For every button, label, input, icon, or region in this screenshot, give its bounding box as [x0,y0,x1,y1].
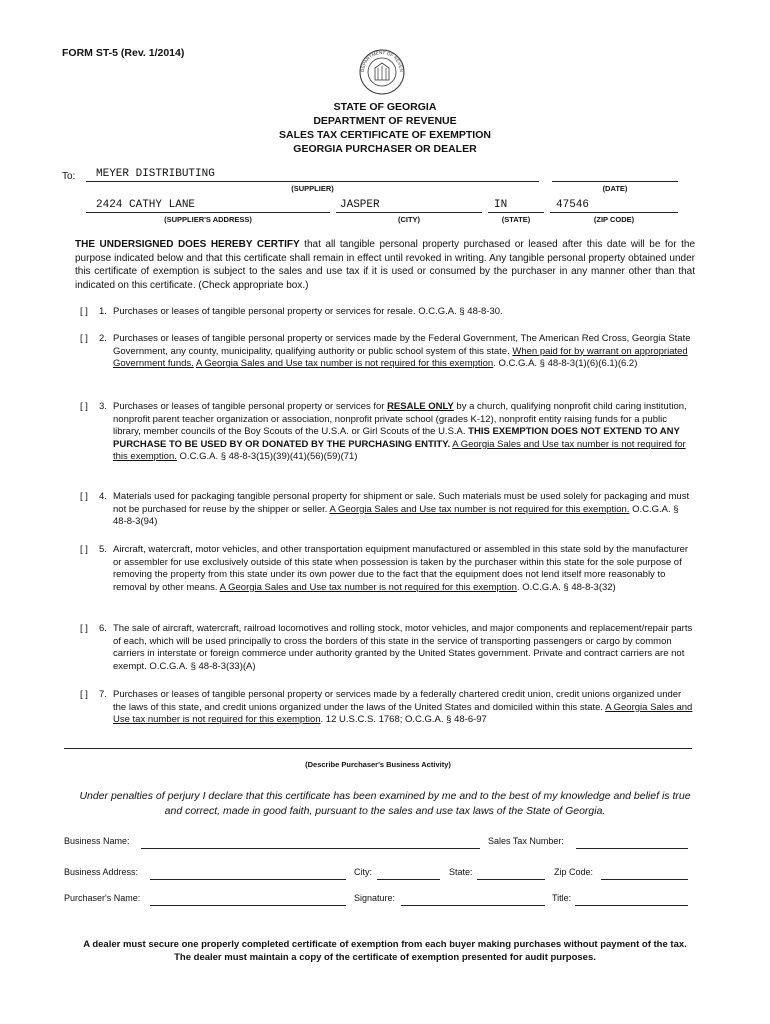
checkbox-6[interactable]: [ ] [80,623,88,634]
checkbox-4[interactable]: [ ] [80,491,88,502]
purchaser-name-input[interactable] [150,905,346,906]
city-line [336,212,482,213]
footer-line-2: The dealer must maintain a copy of the certificate of exemption presented for audit purposes. [174,952,596,963]
supplier-name[interactable]: MEYER DISTRIBUTING [96,168,215,180]
title-label: Title: [552,893,572,903]
perjury-statement: Under penalties of perjury I declare that this certificate has been examined by me and to the best of my knowledge and belief is true and correct, made in good faith, pursuant to the sales and use tax laws of the State of Georgia. [79,790,691,817]
item-3-text: Purchases or leases of tangible personal property or services for RESALE ONLY by a church, qualifying nonprofit child caring institution, nonprofit parent teacher organization or association, nonprofit private school (grades K-12), nonprofit entity raising funds for a public library, member councils of the Boy Scouts of the U.S.A. or Girl Scouts of the U.S.A. THIS EXEMPTION DOES NOT EXTEND TO ANY PURCHASE TO BE USED BY OR DONATED BY THE PURCHASING ENTITY. A Georgia Sales and Use tax number is not required for this exemption. O.C.G.A. § 48-8-3(15)(39)(41)(56)(59)(71) [113,401,687,462]
address-line [86,212,330,213]
state-caption: (STATE) [501,215,531,224]
signature-label: Signature: [354,893,396,903]
business-activity-line[interactable] [64,748,692,749]
item-6-number: 6. [99,623,107,634]
business-address-input[interactable] [150,879,346,880]
city-caption: (CITY) [397,215,421,224]
supplier-name-line [86,181,539,182]
item-6-text: The sale of aircraft, watercraft, railroad locomotives and rolling stock, motor vehicles, and major components and replacement/repair parts of each, which will be used principally to cross the borders of this state in the service of transporting passengers or cargo by common carriers in interstate or foreign commerce under authority granted by the United States government. Private and contract carriers are not exempt. O.C.G.A. § 48-8-3(33)(A) [113,623,693,672]
seal-text: DEPARTMENT OF REVEN [359,49,405,73]
title-purchaser: GEORGIA PURCHASER OR DEALER [293,143,477,155]
checkbox-3[interactable]: [ ] [80,401,88,412]
state-label: State: [449,867,473,877]
title-department: DEPARTMENT OF REVENUE [313,115,457,127]
signature-input[interactable] [401,905,545,906]
sales-tax-number-label: Sales Tax Number: [488,836,564,846]
to-label: To: [62,171,76,182]
form-id: FORM ST-5 (Rev. 1/2014) [62,47,185,59]
state-line [488,212,544,213]
supplier-address[interactable]: 2424 CATHY LANE [96,199,196,211]
item-2-text: Purchases or leases of tangible personal property or services made by the Federal Government, The American Red Cross, Georgia State Government, any county, municipality, qualifying authority or public school system of this state. When paid for by warrant on appropriated Government funds. A Georgia Sales and Use tax number is not required for this exemption. O.C.G.A. § 48-8-3(1)(6)(6.1)(6.2) [113,333,691,369]
item-1-text: Purchases or leases of tangible personal property or services for resale. O.C.G.A. § 48-8-30. [113,306,503,317]
date-line[interactable] [552,181,678,182]
sales-tax-number-input[interactable] [576,848,688,849]
supplier-state[interactable]: IN [494,199,508,211]
zip-code-label: Zip Code: [554,867,594,877]
purchaser-name-label: Purchaser's Name: [64,893,141,903]
state-seal-icon [356,48,408,96]
item-7-text: Purchases or leases of tangible personal property or services made by a federally chartered credit union, credit unions organized under the laws of this state, and credit unions organized under the laws of the United States and domiciled within this state. A Georgia Sales and Use tax number is not required for this exemption. 12 U.S.C.S. 1768; O.C.G.A. § 48-6-97 [113,689,693,725]
city-input[interactable] [377,879,440,880]
checkbox-7[interactable]: [ ] [80,689,88,700]
item-5-text: Aircraft, watercraft, motor vehicles, and other transportation equipment manufactured or assembled in this state sold by the manufacturer or assembler for use exclusively outside of this state when possession is taken by the purchaser within this state for the sole purpose of removing the property from this state under its own power due to the fact that the equipment does not lend itself more reasonably to removal by other means. A Georgia Sales and Use tax number is not required for this exemption. O.C.G.A. § 48-8-3(32) [113,544,689,593]
checkbox-1[interactable]: [ ] [80,306,88,317]
item-4-text: Materials used for packaging tangible personal property for shipment or sale. Such materials must be used solely for packaging and must not be purchased for reuse by the shipper or seller. A Georgia Sales and Use tax number is not required for this exemption. O.C.G.A. § 48-8-3(94) [113,491,690,527]
item-2-number: 2. [99,333,107,344]
state-input[interactable] [477,879,545,880]
item-1-number: 1. [99,306,107,317]
title-certificate: SALES TAX CERTIFICATE OF EXEMPTION [279,129,491,141]
title-state: STATE OF GEORGIA [333,101,437,113]
title-input[interactable] [575,905,688,906]
address-caption: (SUPPLIER'S ADDRESS) [164,215,252,224]
item-5-number: 5. [99,544,107,555]
checkbox-5[interactable]: [ ] [80,544,88,555]
city-label: City: [354,867,372,877]
zip-line [550,212,678,213]
business-name-label: Business Name: [64,836,130,846]
business-address-label: Business Address: [64,867,139,877]
date-caption: (DATE) [602,184,628,193]
item-3-number: 3. [99,401,107,412]
certification-statement: THE UNDERSIGNED DOES HEREBY CERTIFY that all tangible personal property purchased or leased after this date will be for the purpose indicated below and that this certificate shall remain in effect until revoked in writing. Any tangible personal property obtained under this certificate of exemption is subject to the sales and use tax if it is used or consumed by the purchaser in any manner other than that indicated on this certificate. (Check appropriate box.) [75,239,696,291]
zip-code-input[interactable] [601,879,688,880]
business-activity-caption: (Describe Purchaser's Business Activity) [305,760,451,769]
supplier-city[interactable]: JASPER [340,199,380,211]
zip-caption: (ZIP CODE) [593,215,635,224]
supplier-zip[interactable]: 47546 [556,199,590,211]
footer-line-1: A dealer must secure one properly completed certificate of exemption from each buyer making purchases without payment of the tax. [83,939,687,950]
checkbox-2[interactable]: [ ] [80,333,88,344]
supplier-caption: (SUPPLIER) [291,184,334,193]
item-7-number: 7. [99,689,107,700]
business-name-input[interactable] [141,848,480,849]
item-4-number: 4. [99,491,107,502]
